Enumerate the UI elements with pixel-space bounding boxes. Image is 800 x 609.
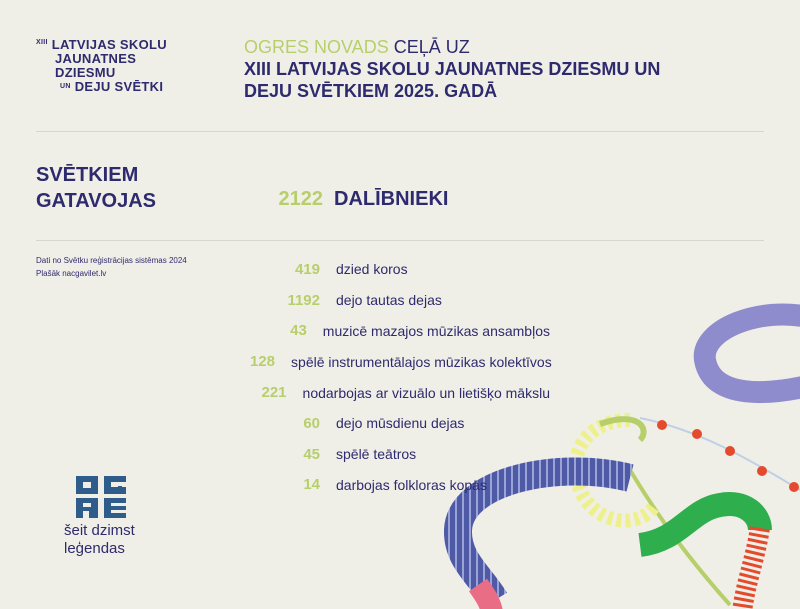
header-line-1 [244,36,764,58]
list-item [250,377,550,408]
stat-label: dejo tautas dejas [336,292,442,309]
stat-label: spēlē teātros [336,446,417,463]
stat-number: 14 [303,476,320,494]
total-participants-number: 2122 [278,188,323,210]
divider-middle [36,240,764,241]
participants-breakdown-list [250,254,550,500]
list-item [250,470,550,501]
festival-logo [36,38,196,94]
total-participants-label: DALĪBNIEKI [334,188,449,210]
stat-label: muzicē mazajos mūzikas ansambļos [322,322,550,339]
red-dot [725,446,735,456]
preparing-line-1: SVĒTKIEM [36,164,139,186]
stat-label: nodarbojas ar vizuālo un lietišķo mākslu [302,384,550,401]
ogre-logo-letters: OGRE [74,474,77,475]
list-item [250,285,550,316]
ogre-tagline [64,522,135,558]
logo-line-1: LATVIJAS SKOLU [51,37,167,52]
dotted-line [640,418,800,490]
stat-label: dejo mūsdienu dejas [336,415,465,432]
stat-number: 43 [290,322,307,340]
stat-label: spēlē instrumentālajos mūzikas kolektīvos [291,353,552,370]
preparing-line-2: GATAVOJAS [36,190,157,212]
preparing-heading [36,162,156,214]
logo-line-2: JAUNATNES [55,51,137,66]
stat-number: 60 [303,414,320,432]
data-source-note [36,254,187,280]
purple-ribbon [705,314,800,392]
pink-ribbon [478,585,492,609]
divider-top [36,131,764,132]
yellow-ribbon [576,420,655,521]
stat-number: 221 [261,384,287,402]
stat-label: darbojas folkloras kopās [336,476,487,493]
stat-number: 1192 [287,291,320,309]
list-item [250,254,550,285]
list-item [250,316,550,347]
tagline-line-1: šeit dzimst [64,522,135,539]
red-dot [757,466,767,476]
green-loop [600,419,644,440]
source-line-1: Dati no Svētku reģistrācijas sistēmas 2024 [36,256,187,265]
stat-number: 128 [250,353,276,371]
tagline-line-2: leģendas [64,540,125,557]
stat-number: 45 [303,445,320,463]
red-dot [692,429,702,439]
stat-number: 419 [294,260,320,278]
stat-label: dzied koros [336,261,408,278]
thin-green-ribbon [630,470,730,605]
logo-roman-numeral: XIII [36,39,48,46]
red-ribbon [742,528,760,609]
list-item [250,346,550,377]
red-dot [789,482,799,492]
logo-line-4: DEJU SVĒTKI [74,79,164,94]
logo-line-3: DZIESMU [55,65,116,80]
page-header [244,36,764,102]
list-item [250,439,550,470]
header-title-line-1: XIII LATVIJAS SKOLU JAUNATNES DZIESMU UN [244,59,661,79]
header-towards: CEĻĀ UZ [393,37,470,57]
header-title-line-2: DEJU SVĒTKIEM 2025. GADĀ [244,81,498,101]
header-region: OGRES NOVADS [244,37,389,57]
ogre-logo-icon [74,474,134,520]
source-line-2: Plašāk nacgavilet.lv [36,269,107,278]
list-item [250,408,550,439]
green-ribbon [640,504,760,545]
red-dot [657,420,667,430]
logo-un: UN [60,83,71,90]
